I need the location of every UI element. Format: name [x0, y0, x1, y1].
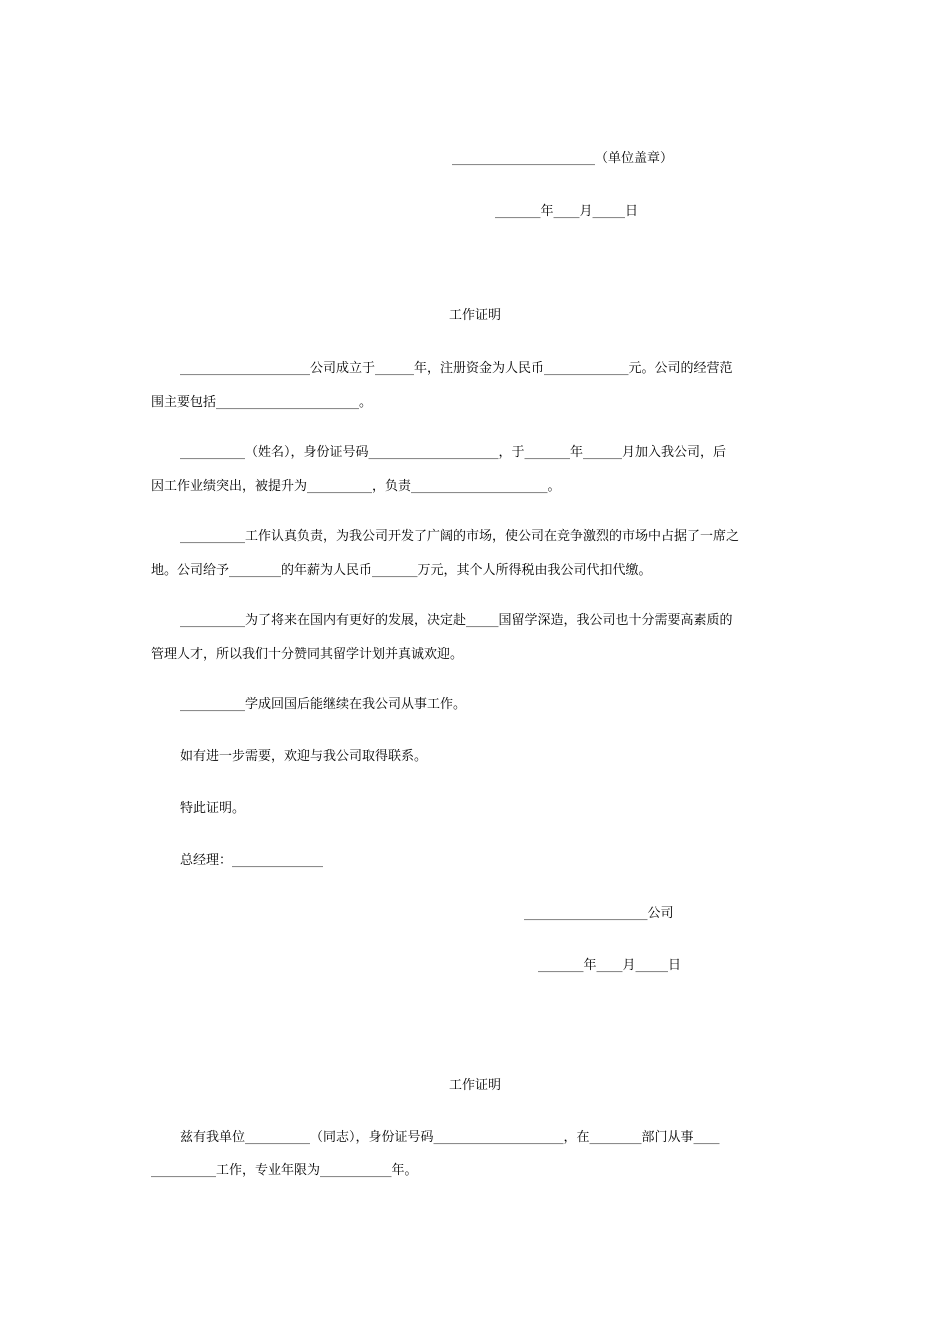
- certificate-1-title: 工作证明: [448, 308, 501, 323]
- c1-para5: __________学成回国后能继续在我公司从事工作。: [180, 697, 467, 712]
- c2-para1-line2: __________工作，专业年限为___________年。: [151, 1163, 418, 1178]
- c1-para6: 如有进一步需要，欢迎与我公司取得联系。: [180, 749, 428, 764]
- certificate-2-title: 工作证明: [448, 1078, 501, 1093]
- c1-para3-line1: __________工作认真负责，为我公司开发了广阔的市场，使公司在竞争激烈的市场中占据了一席之: [180, 529, 740, 544]
- c1-para1-line2: 围主要包括______________________。: [151, 395, 373, 410]
- c1-para3-line2: 地。公司给予________的年薪为人民币_______万元，其个人所得税由我公司代扣代缴。: [151, 563, 652, 578]
- c1-para2-line2: 因工作业绩突出，被提升为__________，负责_____________________。: [151, 479, 561, 494]
- seal-line: ______________________（单位盖章）: [452, 151, 674, 166]
- c1-para4-line1: __________为了将来在国内有更好的发展，决定赴_____国留学深造，我公司也十分需要高素质的: [180, 613, 733, 628]
- c1-company-line: ___________________公司: [524, 906, 674, 921]
- c2-para1-line1: 兹有我单位__________（同志），身份证号码____________________，在________部门从事____: [180, 1130, 720, 1145]
- c1-manager-signature: 总经理：______________: [180, 853, 324, 868]
- date-line-top: _______年____月_____日: [495, 204, 639, 219]
- c1-para7: 特此证明。: [180, 801, 246, 816]
- c1-para4-line2: 管理人才，所以我们十分赞同其留学计划并真诚欢迎。: [151, 647, 464, 662]
- c1-para1-line1: ____________________公司成立于______年，注册资金为人民币_____________元。公司的经营范: [180, 361, 733, 376]
- c1-date-line: _______年____月_____日: [538, 958, 682, 973]
- c1-para2-line1: __________（姓名），身份证号码____________________，于_______年______月加入我公司，后: [180, 445, 727, 460]
